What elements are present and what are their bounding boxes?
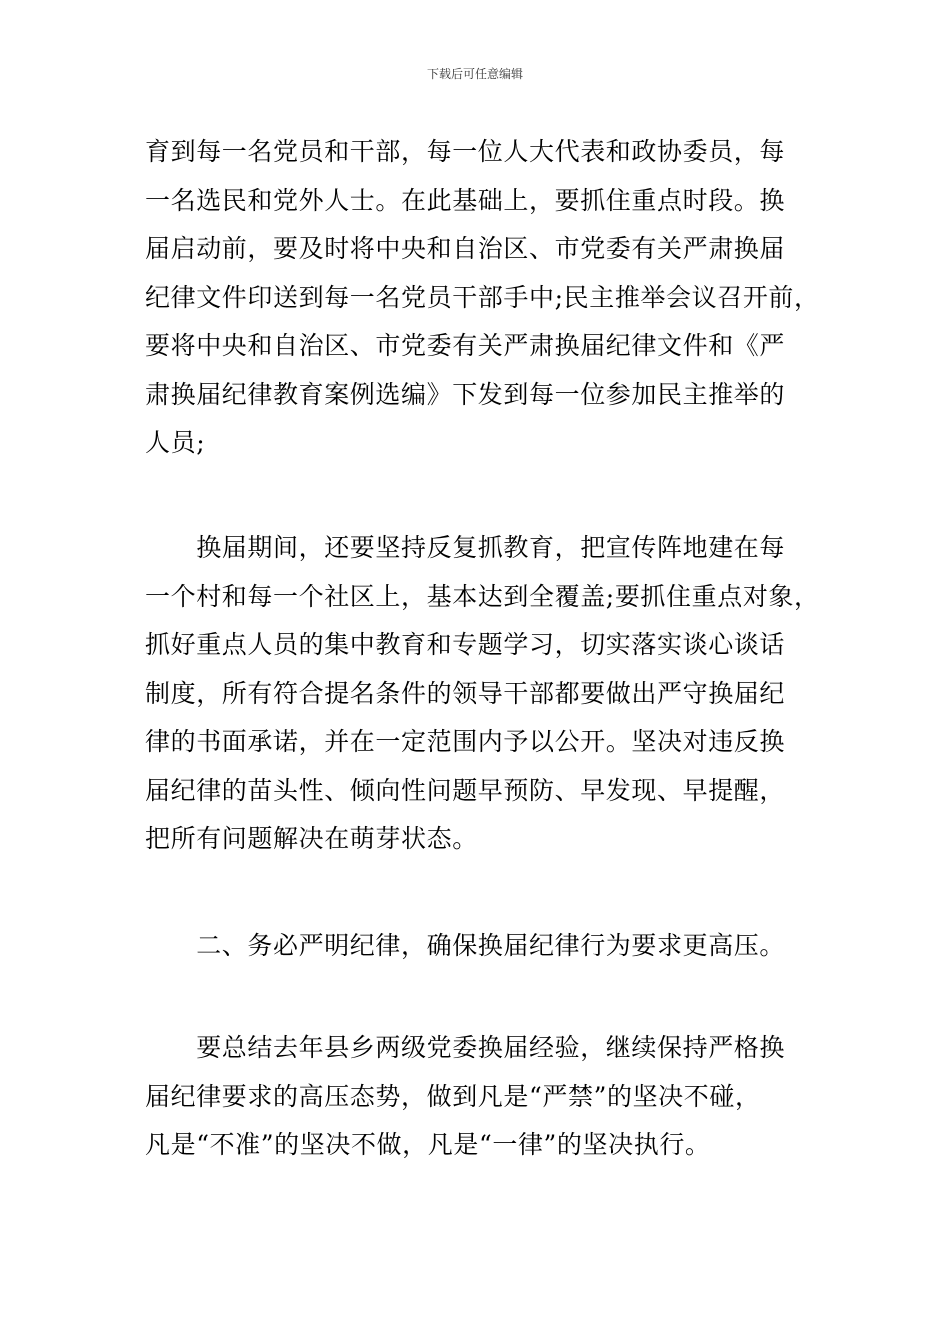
paragraph-line: 律的书面承诺，并在一定范围内予以公开。坚决对违反换 — [145, 727, 786, 756]
paragraph-1 — [145, 128, 820, 468]
paragraph-2 — [145, 524, 820, 864]
paragraph-line: 一个村和每一个社区上，基本达到全覆盖;要抓住重点对象， — [145, 581, 820, 611]
paragraph-line: 把所有问题解决在萌芽状态。 — [145, 824, 478, 853]
paragraph-line: 抓好重点人员的集中教育和专题学习，切实落实谈心谈话 — [145, 630, 786, 659]
header-note: 下载后可任意编辑 — [426, 67, 523, 81]
paragraph-line: 二、务必严明纪律，确保换届纪律行为要求更高压。 — [145, 931, 786, 960]
paragraph-line: 人员; — [145, 428, 206, 457]
paragraph-3 — [145, 1024, 810, 1170]
paragraph-line: 换届期间，还要坚持反复抓教育，把宣传阵地建在每 — [145, 533, 786, 562]
paragraph-line: 届纪律要求的高压态势，做到凡是“严禁”的坚决不碰， — [145, 1081, 761, 1111]
paragraph-line: 纪律文件印送到每一名党员干部手中;民主推举会议召开前， — [145, 282, 820, 312]
paragraph-line: 要总结去年县乡两级党委换届经验，继续保持严格换 — [145, 1033, 786, 1062]
paragraph-line: 届纪律的苗头性、倾向性问题早预防、早发现、早提醒， — [145, 775, 786, 805]
paragraph-line: 凡是“不准”的坚决不做，凡是“一律”的坚决执行。 — [145, 1130, 711, 1159]
paragraph-line: 一名选民和党外人士。在此基础上，要抓住重点时段。换 — [145, 185, 786, 215]
section-heading — [145, 922, 810, 971]
paragraph-line: 制度，所有符合提名条件的领导干部都要做出严守换届纪 — [145, 678, 786, 708]
paragraph-line: 育到每一名党员和干部，每一位人大代表和政协委员，每 — [145, 137, 786, 166]
paragraph-line: 肃换届纪律教育案例选编》下发到每一位参加民主推举的 — [145, 379, 786, 409]
paragraph-line: 要将中央和自治区、市党委有关严肃换届纪律文件和《严 — [145, 331, 786, 360]
paragraph-line: 届启动前，要及时将中央和自治区、市党委有关严肃换届 — [145, 234, 786, 263]
